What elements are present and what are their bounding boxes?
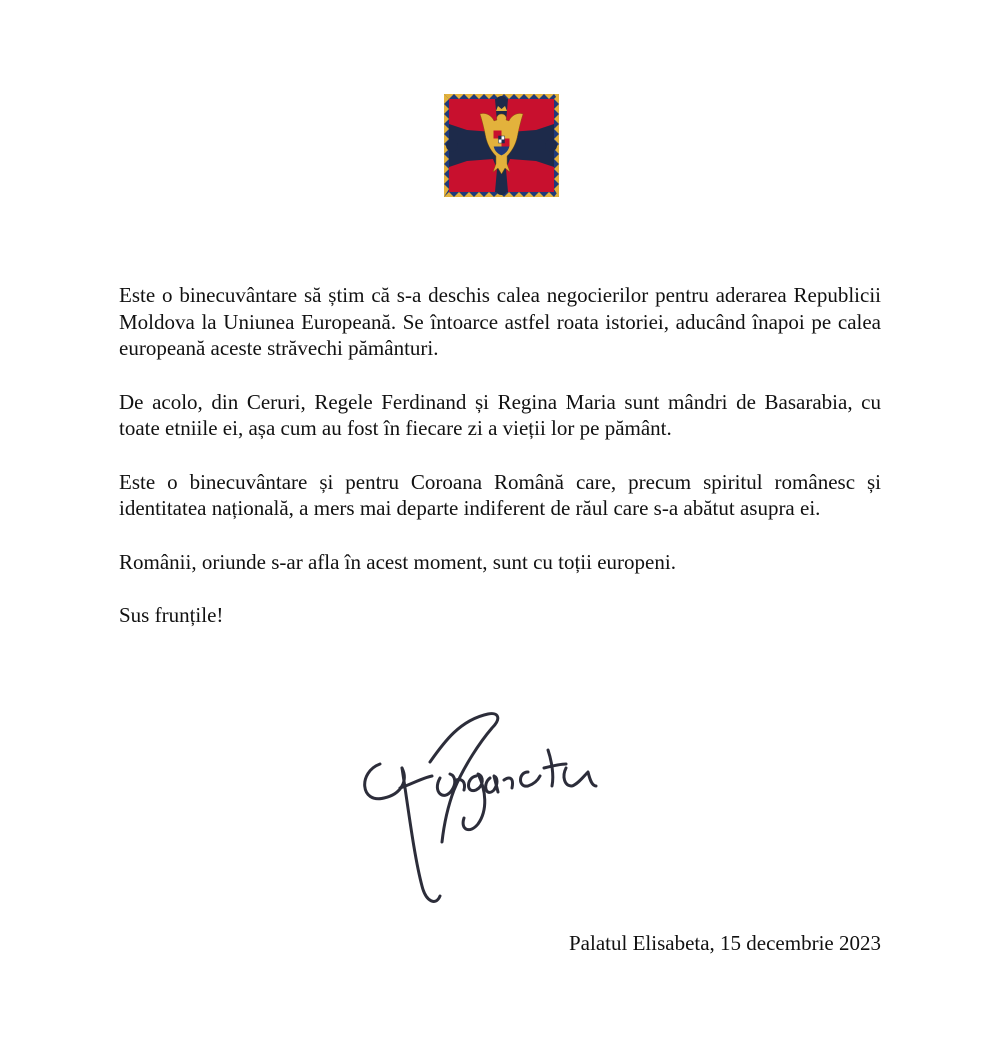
paragraph-king-queen: De acolo, din Ceruri, Regele Ferdinand și Regina Maria sunt mândri de Basarabia, cu toate etniile ei, așa cum au fost în fiecare zi a vieții lor pe pământ. — [119, 389, 881, 440]
paragraph-accession: Este o binecuvântare să știm că s-a deschis calea negocierilor pentru aderarea Republicii Moldova la Uniunea Europeană. Se întoarce astfel roata istoriei, aducând înapoi pe calea europeană aceste străvechi pământuri. — [119, 283, 881, 360]
letter-body — [119, 282, 881, 656]
paragraph-romanians: Românii, oriunde s-ar afla în acest moment, sunt cu toții europeni. — [119, 549, 676, 574]
handwritten-signature — [352, 706, 652, 911]
royal-standard-emblem — [444, 94, 559, 197]
royal-standard-eagle-icon — [444, 94, 559, 197]
paragraph-crown: Este o binecuvântare și pentru Coroana Română care, precum spiritul românesc și identitatea națională, a mers mai departe indiferent de răul care s-a abătut asupra ei. — [119, 469, 881, 520]
signature — [352, 706, 652, 911]
place-date: Palatul Elisabeta, 15 decembrie 2023 — [569, 931, 881, 955]
paragraph-closing: Sus frunțile! — [119, 603, 224, 627]
